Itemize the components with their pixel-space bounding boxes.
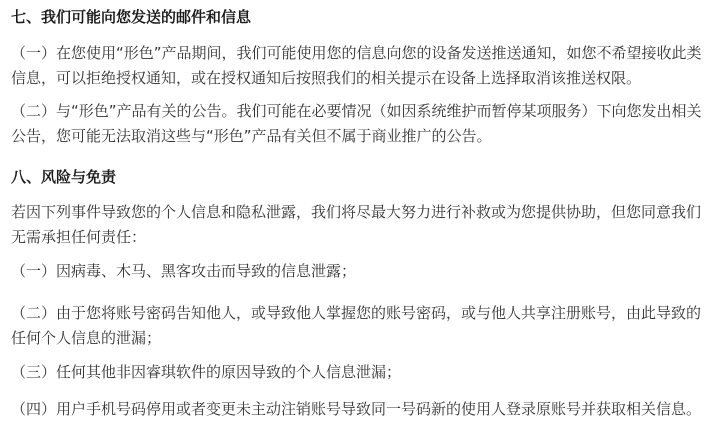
section-8-item-4-line: （四）用户手机号码停用或者变更未主动注销账号导致同一号码新的使用人登录原账号并获取相关信息。	[11, 400, 702, 418]
section-8-intro-line-1: 若因下列事件导致您的个人信息和隐私泄露，我们将尽最大努力进行补救或为您提供协助，但您同意我们	[11, 203, 702, 221]
section-8-item-3	[11, 360, 713, 385]
section-7-paragraph-2	[11, 99, 713, 149]
section-7-paragraph-1-line-2: 信息，可以拒绝授权通知，或在授权通知后按照我们的相关提示在设备上选择取消该推送权限。	[11, 69, 642, 87]
section-8-intro-line-2: 无需承担任何责任：	[11, 228, 147, 246]
section-8-item-2-line-1: （二）由于您将账号密码告知他人，或导致他人掌握您的账号密码，或与他人共享注册账号，由此导致的	[11, 304, 702, 322]
section-7-paragraph-2-line-1: （二）与“形色”产品有关的公告。我们可能在必要情况（如因系统维护而暂停某项服务）下向您发出相关	[11, 102, 702, 120]
section-8-item-2-line-2: 任何个人信息的泄漏；	[11, 329, 162, 347]
section-7-paragraph-1-line-1: （一）在您使用“形色”产品期间，我们可能使用您的信息向您的设备发送推送通知，如您不希望接收此类	[11, 44, 702, 62]
section-7-paragraph-1	[11, 41, 713, 91]
section-8-item-4	[11, 397, 713, 422]
section-7-heading: 七、我们可能向您发送的邮件和信息	[11, 8, 252, 26]
section-7-paragraph-2-line-2: 公告，您可能无法取消这些与“形色”产品有关但不属于商业推广的公告。	[11, 127, 492, 145]
section-8-item-1-line: （一）因病毒、木马、黑客攻击而导致的信息泄露；	[11, 262, 357, 280]
section-8-item-2	[11, 301, 713, 351]
section-8-intro	[11, 200, 713, 250]
section-8-heading: 八、风险与免责	[11, 168, 117, 186]
section-8-item-3-line: （三）任何其他非因睿琪软件的原因导致的个人信息泄漏；	[11, 363, 402, 381]
section-8-item-1	[11, 259, 713, 284]
